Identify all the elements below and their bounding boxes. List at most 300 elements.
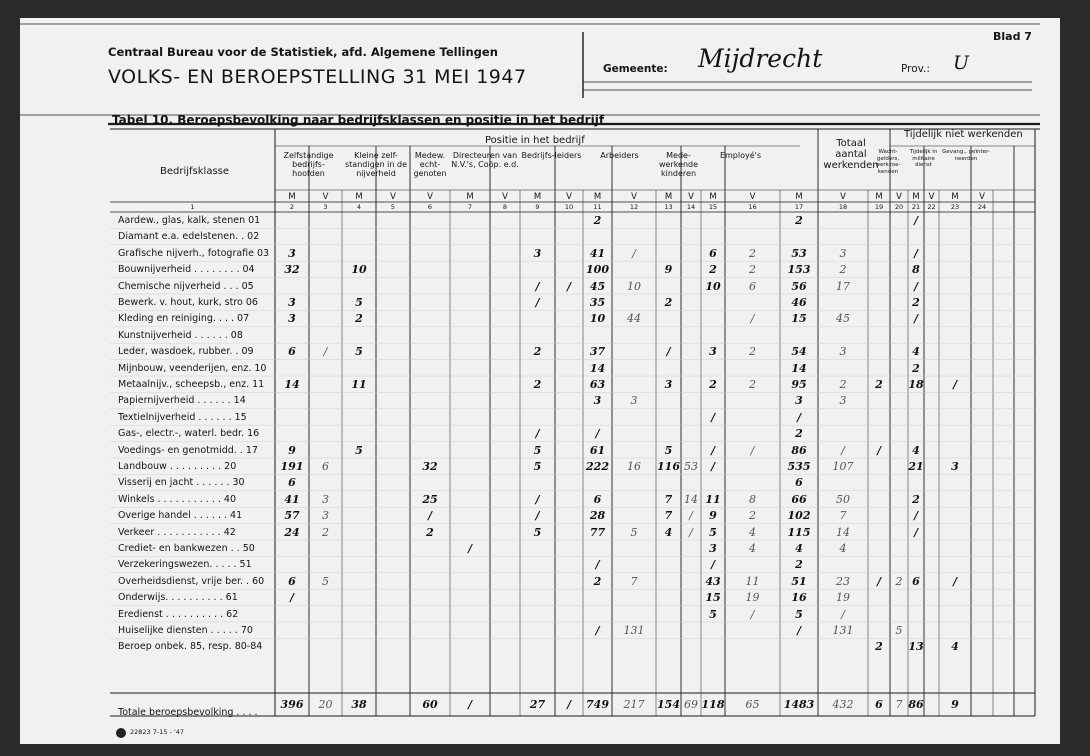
table-cell: 24 <box>284 525 300 539</box>
table-cell: 3 <box>839 394 847 408</box>
table-cell: 3 <box>839 345 847 359</box>
mv-header: V <box>427 192 433 202</box>
table-cell: 2 <box>795 214 803 227</box>
table-cell: 43 <box>705 574 721 588</box>
table-cell: / <box>289 591 295 605</box>
row-label: Textielnijverheid . . . . . . 15 <box>118 411 247 423</box>
table-cell: 2 <box>749 263 756 277</box>
table-cell: 2 <box>749 378 756 391</box>
table-cell: 217 <box>623 698 645 711</box>
column-number: 8 <box>502 203 508 211</box>
table-cell: 6 <box>288 574 296 588</box>
row-label: Voedings- en genotmidd. . 17 <box>118 444 258 456</box>
column-number: 10 <box>564 203 574 211</box>
table-cell: / <box>535 427 540 441</box>
table-cell: 69 <box>684 698 698 711</box>
table-cell: 2 <box>533 378 542 391</box>
cbs-seal-icon <box>116 728 126 738</box>
table-cell: 53 <box>791 246 807 260</box>
table-cell: / <box>467 698 473 711</box>
table-cell: 5 <box>664 443 673 457</box>
mv-header: V <box>502 192 508 202</box>
mv-header: V <box>928 192 935 202</box>
table-cell: 86 <box>908 698 924 711</box>
table-cell: 5 <box>533 525 542 539</box>
mv-header: M <box>795 192 803 202</box>
table-cell: 16 <box>791 591 807 605</box>
table-cell: / <box>876 443 882 457</box>
table-cell: 3 <box>322 509 329 523</box>
row-label: Mijnbouw, veenderijen, enz. 10 <box>118 362 267 374</box>
table-cell: 2 <box>875 378 883 391</box>
table-cell: / <box>666 345 671 359</box>
table-cell: 11 <box>745 574 760 588</box>
table-cell: 118 <box>701 698 725 711</box>
table-cell: 2 <box>839 378 847 391</box>
table-cell: 13 <box>908 640 924 654</box>
table-cell: 2 <box>749 345 756 359</box>
table-cell: 9 <box>664 263 673 277</box>
table-cell: 50 <box>836 492 850 506</box>
table-cell: 2 <box>912 492 920 506</box>
table-cell: / <box>913 279 919 293</box>
table-cell: 77 <box>589 525 606 539</box>
table-cell: 5 <box>322 574 329 588</box>
table-cell: 2 <box>795 558 803 572</box>
table-cell: 19 <box>836 591 850 605</box>
mv-header: M <box>533 192 542 202</box>
table-cell: / <box>689 509 693 523</box>
table-cell: 107 <box>832 460 854 473</box>
bedrijfsklasse-header: Bedrijfsklasse <box>160 166 230 177</box>
mv-header: V <box>631 192 637 202</box>
table-cell: 7 <box>664 509 673 523</box>
row-label: Overige handel . . . . . . 41 <box>118 510 243 522</box>
table-cell: 6 <box>709 246 717 260</box>
table-cell: 3 <box>795 394 803 408</box>
table-cell: 3 <box>288 296 296 309</box>
row-label: Overheidsdienst, vrije ber. . 60 <box>118 575 265 587</box>
table-cell: 131 <box>832 624 854 637</box>
table-cell: 115 <box>787 525 811 539</box>
column-number: 9 <box>535 203 540 211</box>
table-cell: 9 <box>288 443 296 457</box>
table-cell: 131 <box>623 624 645 637</box>
table-cell: 14 <box>284 378 300 391</box>
mv-header: M <box>355 192 363 202</box>
table-cell: / <box>913 246 919 260</box>
table-cell: 9 <box>951 698 959 711</box>
table-cell: 11 <box>351 378 367 391</box>
table-cell: 6 <box>593 492 602 506</box>
table-cell: / <box>535 492 540 506</box>
table-cell: / <box>913 509 919 523</box>
table-cell: 23 <box>836 574 850 588</box>
table-cell: 5 <box>709 607 717 621</box>
census-sheet <box>20 18 1060 744</box>
table-cell: 7 <box>895 698 903 711</box>
column-number: 19 <box>874 203 884 211</box>
table-cell: / <box>566 698 572 711</box>
table-cell: 4 <box>749 525 756 539</box>
table-cell: 5 <box>533 443 542 457</box>
table-cell: 6 <box>288 476 296 490</box>
table-cell: 6 <box>875 698 883 711</box>
table-cell: 1483 <box>783 698 815 711</box>
table-cell: 46 <box>791 296 807 309</box>
row-label: Diamant e.a. edelstenen. . 02 <box>118 231 260 243</box>
table-cell: 100 <box>586 263 609 277</box>
table-cell: / <box>535 296 540 309</box>
group-header: Zelfstandige bedrijfs-hoofden <box>283 151 334 178</box>
table-cell: 9 <box>709 509 717 523</box>
table-cell: 7 <box>630 574 638 588</box>
table-cell: 6 <box>912 574 920 588</box>
positie-header: Positie in het bedrijf <box>485 135 585 146</box>
table-cell: / <box>595 427 600 441</box>
table-cell: 2 <box>322 525 329 539</box>
table-cell: 10 <box>705 279 721 293</box>
tijdelijk-header: Tijdelijk niet werkenden <box>904 129 1023 140</box>
column-number: 11 <box>593 203 602 211</box>
totals-row-label: Totale beroepsbevolking . . . . <box>118 707 258 718</box>
table-cell: 5 <box>355 443 363 457</box>
table-cell: 3 <box>533 246 542 260</box>
column-number: 3 <box>323 203 328 211</box>
table-cell: 4 <box>912 443 920 457</box>
table-cell: 2 <box>664 296 673 309</box>
table-cell: 2 <box>709 263 717 277</box>
group-header: Medew. echt-genoten <box>413 151 447 178</box>
table-cell: 4 <box>664 525 673 539</box>
mv-header: V <box>322 192 329 202</box>
table-cell: 14 <box>684 492 698 506</box>
table-cell: 27 <box>529 698 546 711</box>
table-cell: 4 <box>951 640 959 654</box>
table-cell: 57 <box>284 509 300 523</box>
mv-header: M <box>951 192 959 202</box>
table-cell: 44 <box>627 312 641 326</box>
table-cell: 10 <box>627 279 641 293</box>
table-cell: 3 <box>951 460 959 473</box>
table-cell: 3 <box>593 394 602 408</box>
gemeente-label: Gemeente: <box>603 63 668 75</box>
mv-header: V <box>840 192 846 202</box>
table-cell: 2 <box>795 427 803 441</box>
row-label: Landbouw . . . . . . . . . 20 <box>118 461 237 472</box>
table-cell: / <box>952 378 958 391</box>
column-number: 21 <box>911 203 921 211</box>
table-cell: 2 <box>593 214 602 227</box>
bureau-name: Centraal Bureau voor de Statistiek, afd. Algemene Tellingen <box>108 45 498 59</box>
table-cell: 7 <box>839 509 847 523</box>
row-label: Metaalnijv., scheepsb., enz. 11 <box>118 379 265 390</box>
table-cell: 3 <box>322 492 329 506</box>
table-cell: 35 <box>589 296 606 309</box>
table-cell: 3 <box>630 394 638 408</box>
mv-header: M <box>593 192 602 202</box>
table-cell: / <box>841 443 845 457</box>
table-cell: 222 <box>586 460 609 473</box>
table-cell: 21 <box>908 460 924 473</box>
column-number: 2 <box>289 203 295 211</box>
column-number: 18 <box>838 203 848 211</box>
prov-label: Prov.: <box>901 63 930 75</box>
totaal-header: Totaal aantal werkenden <box>823 138 879 171</box>
table-cell: 2 <box>749 246 756 260</box>
table-cell: 10 <box>351 263 367 277</box>
prov-value[interactable]: U <box>953 52 970 74</box>
table-cell: / <box>796 410 802 424</box>
table-cell: 61 <box>589 443 606 457</box>
table-cell: / <box>841 607 845 621</box>
mv-header: M <box>466 192 474 202</box>
table-cell: 3 <box>288 312 296 326</box>
row-label: Onderwijs. . . . . . . . . . 61 <box>118 592 238 604</box>
table-cell: / <box>876 574 882 588</box>
group-header: Mede-werkende kinderen <box>658 151 699 178</box>
gemeente-value[interactable]: Mijdrecht <box>698 44 823 73</box>
table-cell: 2 <box>839 263 847 277</box>
table-cell: 14 <box>836 525 850 539</box>
table-cell: / <box>913 525 919 539</box>
table-cell: 56 <box>791 279 807 293</box>
table-cell: 3 <box>709 542 717 555</box>
table-cell: 37 <box>589 345 606 359</box>
table-cell: 6 <box>795 476 803 490</box>
table-cell: / <box>467 542 473 555</box>
tijdelijk-group-header: Wacht-gelders, werkzoe-kenden <box>875 149 901 175</box>
table-cell: 86 <box>791 443 807 457</box>
table-cell: 4 <box>839 542 847 555</box>
table-cell: 32 <box>422 460 438 473</box>
print-code: 22823 7-15 - '47 <box>130 728 185 736</box>
table-cell: 32 <box>284 263 300 277</box>
table-cell: / <box>595 558 600 572</box>
mv-header: M <box>709 192 717 202</box>
row-label: Chemische nijverheid . . . 05 <box>118 280 254 292</box>
table-cell: 6 <box>749 279 756 293</box>
table-cell: / <box>710 558 716 572</box>
table-cell: 15 <box>791 312 807 326</box>
table-cell: / <box>710 410 716 424</box>
table-cell: 396 <box>280 698 304 711</box>
table-cell: 2 <box>912 361 920 375</box>
table-cell: 20 <box>318 698 333 711</box>
table-cell: 2 <box>533 345 542 359</box>
table-cell: 153 <box>787 263 811 277</box>
table-cell: 7 <box>664 492 673 506</box>
group-header: Employé's <box>719 151 762 160</box>
table-cell: 8 <box>749 492 756 506</box>
table-cell: 25 <box>422 492 438 506</box>
table-cell: / <box>913 312 919 326</box>
sheet-number: Blad 7 <box>993 30 1032 43</box>
row-label: Bouwnijverheid . . . . . . . . 04 <box>118 264 255 276</box>
row-label: Bewerk. v. hout, kurk, stro 06 <box>118 297 258 308</box>
mv-header: V <box>749 192 756 202</box>
table-cell: 5 <box>709 525 717 539</box>
table-cell: / <box>427 509 433 523</box>
table-cell: 41 <box>284 492 300 506</box>
table-cell: 535 <box>787 460 811 473</box>
table-cell: / <box>952 574 958 588</box>
table-cell: 2 <box>593 574 602 588</box>
column-number: 16 <box>748 203 757 211</box>
table-cell: / <box>750 312 755 326</box>
table-cell: / <box>750 607 755 621</box>
table-cell: / <box>710 443 716 457</box>
row-label: Kunstnijverheid . . . . . . 08 <box>118 329 243 341</box>
table-cell: 102 <box>787 509 811 523</box>
table-cell: 19 <box>745 591 760 605</box>
group-header: Kleine zelf-standigen in de nijverheid <box>344 151 408 178</box>
group-header: Directeuren van N.V.'s, Coöp. e.d. <box>451 151 519 169</box>
column-number: 13 <box>664 203 673 211</box>
table-cell: / <box>689 525 693 539</box>
mv-header: M <box>912 192 920 202</box>
table-cell: 191 <box>280 460 304 473</box>
table-cell: 2 <box>749 509 756 523</box>
table-cell: / <box>323 345 328 359</box>
column-number: 1 <box>190 203 195 211</box>
column-number: 22 <box>927 203 936 211</box>
table-cell: 6 <box>288 345 296 359</box>
row-label: Aardew., glas, kalk, stenen 01 <box>118 215 261 226</box>
table-cell: 4 <box>795 542 803 555</box>
table-cell: / <box>566 279 572 293</box>
table-title: Tabel 10. Beroepsbevolking naar bedrijfsklassen en positie in het bedrijf <box>112 113 605 127</box>
column-number: 6 <box>427 203 433 211</box>
table-cell: 60 <box>422 698 438 711</box>
row-label: Crediet- en bankwezen . . 50 <box>118 543 255 554</box>
table-cell: 2 <box>875 640 883 654</box>
table-cell: / <box>595 624 600 637</box>
column-number: 12 <box>629 203 639 211</box>
table-cell: 154 <box>657 698 680 711</box>
table-cell: 2 <box>355 312 363 326</box>
table-cell: 2 <box>426 525 434 539</box>
table-cell: 18 <box>908 378 924 391</box>
table-cell: / <box>750 443 755 457</box>
table-cell: 28 <box>589 509 606 523</box>
table-cell: 10 <box>589 312 606 326</box>
table-cell: 41 <box>589 246 606 260</box>
table-cell: 38 <box>351 698 367 711</box>
column-number: 20 <box>894 203 904 211</box>
table-cell: 5 <box>895 624 903 637</box>
mv-header: V <box>896 192 902 202</box>
table-cell: 45 <box>589 279 606 293</box>
table-cell: 11 <box>705 492 721 506</box>
mv-header: V <box>566 192 572 202</box>
table-cell: / <box>535 279 540 293</box>
row-label: Winkels . . . . . . . . . . . 40 <box>118 493 236 505</box>
row-label: Eredienst . . . . . . . . . . 62 <box>118 608 239 620</box>
row-label: Leder, wasdoek, rubber. . 09 <box>118 346 254 358</box>
column-number: 15 <box>708 203 718 211</box>
column-number: 4 <box>356 203 362 211</box>
table-cell: 432 <box>832 698 854 711</box>
table-cell: 749 <box>586 698 609 711</box>
row-label: Visserij en jacht . . . . . . 30 <box>118 477 245 489</box>
table-cell: 53 <box>684 460 698 473</box>
row-label: Verkeer . . . . . . . . . . . 42 <box>118 526 236 538</box>
table-cell: 3 <box>664 378 673 391</box>
table-cell: 16 <box>627 460 641 473</box>
tijdelijk-group-header: Tijdelijk in militaire dienst <box>909 149 938 168</box>
table-cell: / <box>535 509 540 523</box>
tijdelijk-group-header: Gevang., geïnter-neerden <box>942 149 990 162</box>
table-cell: 2 <box>912 296 920 309</box>
column-number: 5 <box>390 203 396 211</box>
table-cell: 51 <box>791 574 807 588</box>
row-label: Papiernijverheid . . . . . . 14 <box>118 395 246 407</box>
table-cell: 65 <box>745 698 760 711</box>
group-header: Arbeiders <box>600 151 639 160</box>
table-cell: 95 <box>791 378 807 391</box>
mv-header: V <box>688 192 694 202</box>
census-title: VOLKS- EN BEROEPSTELLING 31 MEI 1947 <box>108 66 527 88</box>
mv-header: M <box>664 192 673 202</box>
mv-header: M <box>875 192 883 202</box>
row-label: Beroep onbek. 85, resp. 80-84 <box>118 641 263 653</box>
mv-header: V <box>390 192 396 202</box>
table-cell: 3 <box>839 246 847 260</box>
row-label: Grafische nijverh., fotografie 03 <box>118 247 270 259</box>
table-cell: 63 <box>589 378 606 391</box>
table-cell: 17 <box>836 279 850 293</box>
row-label: Kleding en reiniging. . . . 07 <box>118 313 250 325</box>
table-cell: / <box>710 460 716 473</box>
table-cell: 5 <box>630 525 638 539</box>
table-cell: 2 <box>709 378 717 391</box>
table-cell: 4 <box>749 542 756 555</box>
row-label: Gas-, electr.-, waterl. bedr. 16 <box>118 428 260 440</box>
table-cell: 116 <box>657 460 680 473</box>
table-cell: / <box>632 246 636 260</box>
table-cell: 8 <box>912 263 920 277</box>
table-cell: 4 <box>912 345 920 359</box>
row-label: Verzekeringswezen. . . . . 51 <box>118 559 252 571</box>
table-cell: 5 <box>355 296 363 309</box>
group-header: Bedrijfs-leiders <box>521 151 582 160</box>
table-cell: 54 <box>791 345 807 359</box>
mv-header: V <box>979 192 985 202</box>
table-cell: 2 <box>895 574 903 588</box>
table-cell: / <box>913 214 919 227</box>
table-cell: 45 <box>836 312 850 326</box>
table-cell: 3 <box>288 246 296 260</box>
table-cell: 6 <box>322 460 329 473</box>
table-cell: / <box>796 624 802 637</box>
mv-header: M <box>288 192 296 202</box>
column-number: 7 <box>467 203 473 211</box>
table-cell: 3 <box>709 345 717 359</box>
column-number: 23 <box>950 203 960 211</box>
table-cell: 5 <box>355 345 363 359</box>
column-number: 17 <box>794 203 804 211</box>
table-cell: 14 <box>791 361 807 375</box>
column-number: 14 <box>686 203 696 211</box>
row-label: Huiselijke diensten . . . . . 70 <box>118 625 253 636</box>
table-cell: 14 <box>589 361 606 375</box>
table-cell: 5 <box>795 607 803 621</box>
table-cell: 5 <box>533 460 542 473</box>
column-number: 24 <box>977 203 987 211</box>
table-cell: 15 <box>705 591 721 605</box>
table-cell: 66 <box>791 492 807 506</box>
